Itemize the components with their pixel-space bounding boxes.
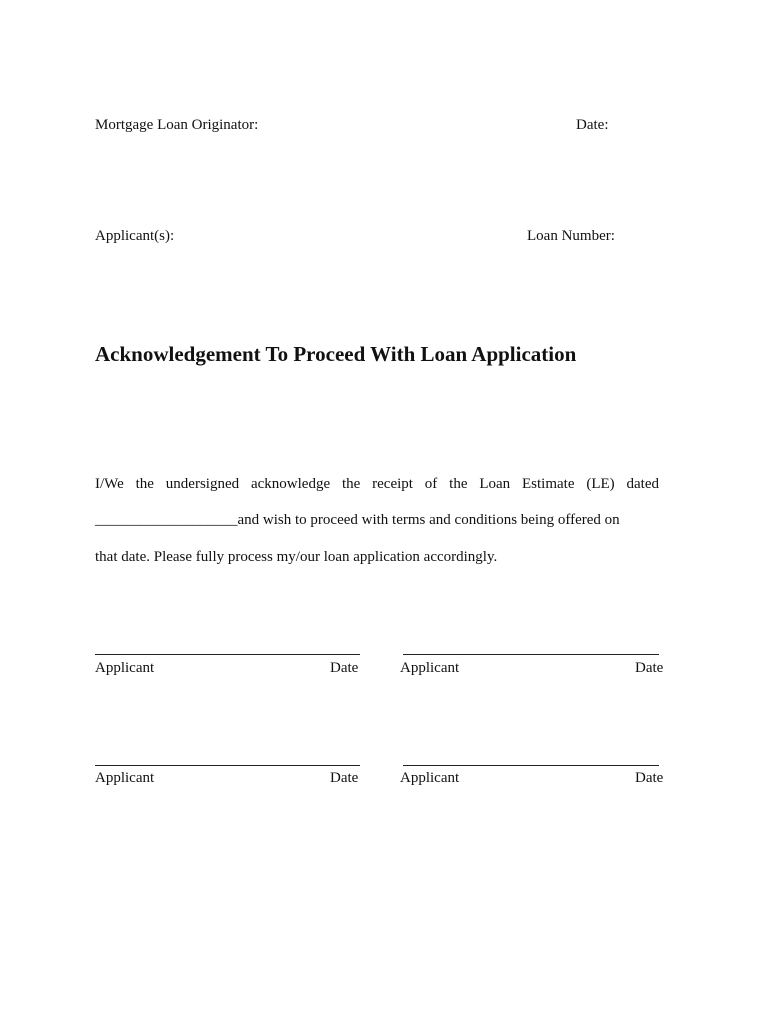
body-line-1: I/We the undersigned acknowledge the receipt of the Loan Estimate (LE) dated (95, 476, 659, 492)
date-label-1: Date (330, 660, 359, 676)
applicants-label: Applicant(s): (95, 228, 175, 244)
date-label: Date: (576, 117, 609, 133)
body-line-3: that date. Please fully process my/our loan application accordingly. (95, 549, 498, 565)
signature-line-1 (95, 654, 360, 655)
page-title: Acknowledgement To Proceed With Loan Application (95, 342, 577, 366)
signature-line-3 (95, 765, 360, 766)
applicant-label-1: Applicant (95, 660, 155, 676)
signature-line-2 (403, 654, 659, 655)
date-label-3: Date (330, 770, 359, 786)
signature-line-4 (403, 765, 659, 766)
date-label-2: Date (635, 660, 664, 676)
applicant-label-4: Applicant (400, 770, 460, 786)
date-label-4: Date (635, 770, 664, 786)
loan-number-label: Loan Number: (527, 228, 615, 244)
applicant-label-2: Applicant (400, 660, 460, 676)
originator-label: Mortgage Loan Originator: (95, 117, 259, 133)
body-line-2: ___________________and wish to proceed with terms and conditions being offered on (95, 512, 620, 528)
applicant-label-3: Applicant (95, 770, 155, 786)
